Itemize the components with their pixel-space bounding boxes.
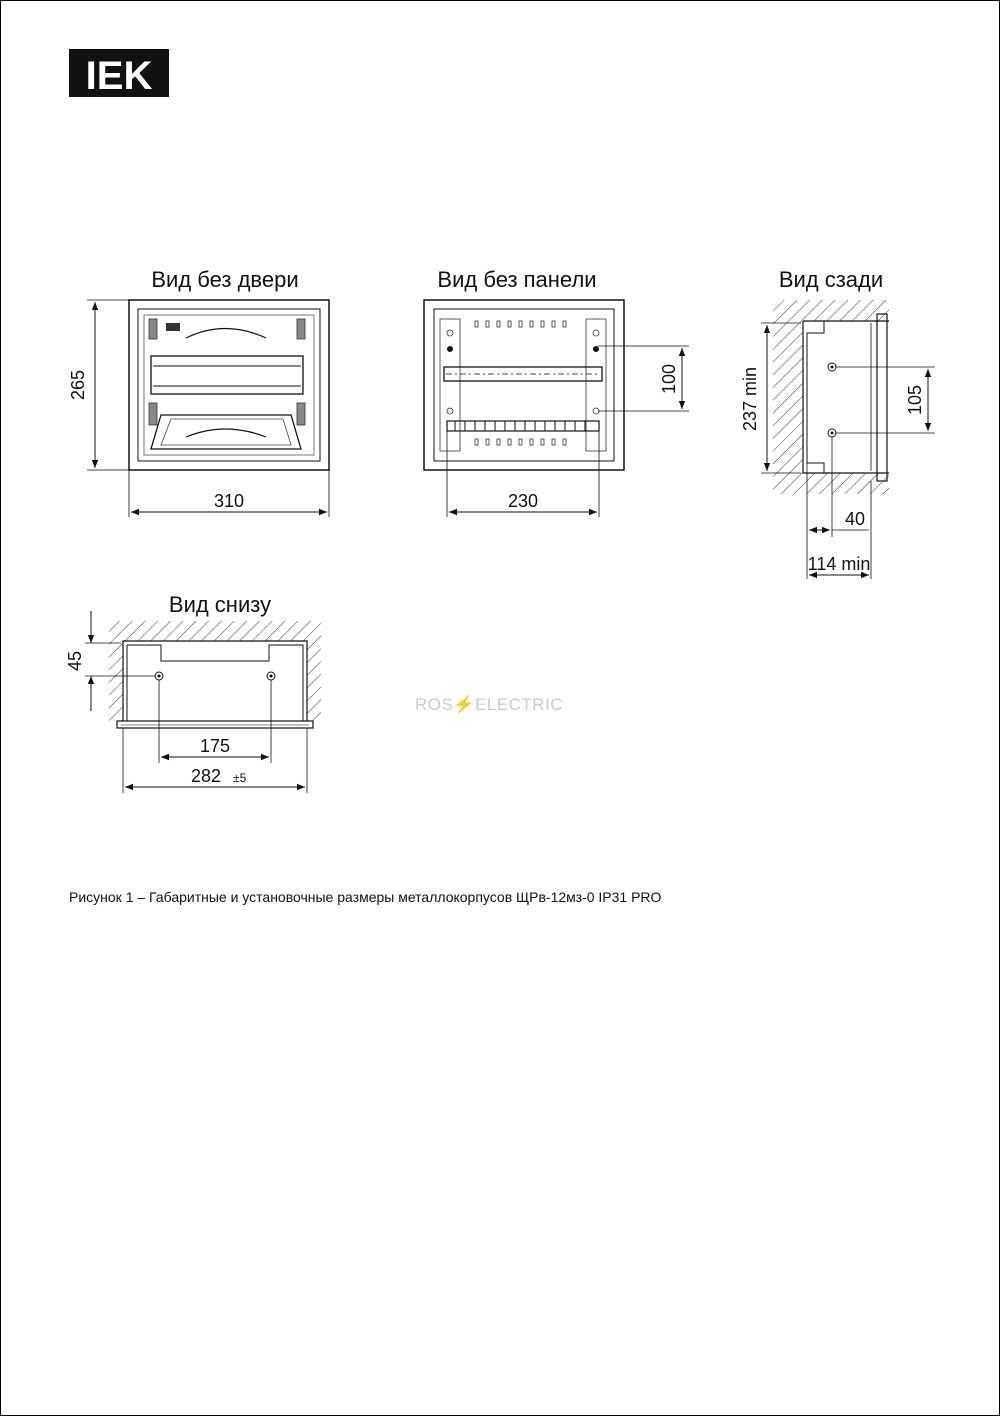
dim-height-265: 265 [68,369,88,401]
dim-hole-spacing-105: 105 [905,384,925,416]
dim-niche-depth-114-min: 114 min [807,554,871,574]
watermark: ROS⚡ELECTRIC [415,695,564,714]
dim-width-282: 282 [190,766,222,786]
view-front-no-panel [424,267,689,517]
view-title-front-no-door: Вид без двери [151,267,299,292]
svg-text:IEK: IEK [85,54,153,98]
dim-hole-offset-40: 40 [844,509,866,529]
view-title-rear: Вид сзади [778,267,884,292]
view-bottom [65,592,321,793]
dim-hole-spacing-175: 175 [199,736,231,756]
dim-rail-width-230: 230 [507,491,539,511]
iek-logo [69,49,169,98]
view-title-bottom: Вид снизу [168,592,272,617]
view-rear [740,267,935,579]
dim-width-310: 310 [213,491,245,511]
view-front-no-door [68,267,329,517]
lightning-icon: ⚡ [453,695,476,714]
dim-depth-45: 45 [65,650,85,672]
view-title-front-no-panel: Вид без панели [437,267,597,292]
figure-caption: Рисунок 1 – Габаритные и установочные размеры металлокорпусов ЩРв-12мз-0 IP31 PRO [69,889,662,905]
dim-width-tolerance: ±5 [233,771,247,785]
dim-niche-height-237-min: 237 min [740,366,760,432]
dim-rail-spacing-100: 100 [659,363,679,395]
